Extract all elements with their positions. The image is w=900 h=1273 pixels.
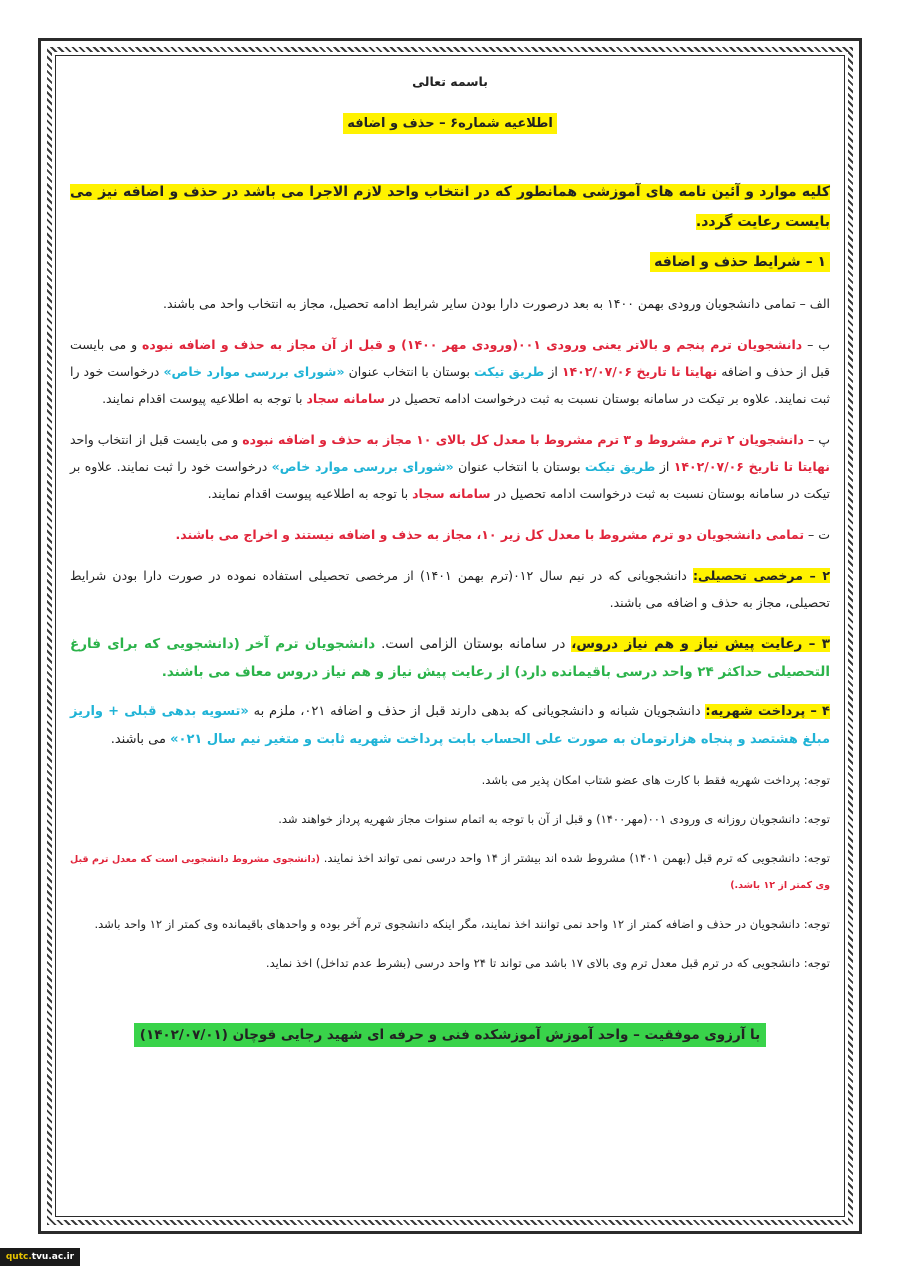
section3-title: ۳ – رعایت پیش نیاز و هم نیاز دروس، [571, 636, 830, 652]
note-1: توجه: پرداخت شهریه فقط با کارت های عضو شتاب امکان پذیر می باشد. [481, 773, 830, 787]
note-3 [70, 846, 830, 898]
be-text-1: و می بایست قبل از حذف و اضافه [70, 337, 831, 379]
section1-alef: الف – تمامی دانشجویان ورودی بهمن ۱۴۰۰ به بعد درصورت دارا بودن سایر شرایط ادامه تحصیل، مجاز به انتخاب واحد می باشند. [162, 296, 830, 311]
section2-body: دانشجویانی که در نیم سال ۰۱۲(ترم بهمن ۱۴۰۱) از مرخصی تحصیلی استفاده نموده در صورت دارا بودن شرایط تحصیلی، مجاز به حذف و اضافه می باشند. [70, 568, 830, 610]
section2 [70, 562, 830, 616]
site-watermark [0, 1248, 80, 1266]
note-3-text: توجه: دانشجویی که ترم قبل (بهمن ۱۴۰۱) مشروط شده اند بیشتر از ۱۴ واحد درسی نمی تواند اخذ نمایند. [323, 851, 830, 865]
section4-blue: «تسویه بدهی قبلی + واریز مبلغ هشتصد و پنجاه هزارتومان به صورت علی الحساب بابت پرداخت شهریه ثابت و متغیر نیم سال ۰۲۱» [70, 704, 830, 747]
note-2: توجه: دانشجویان روزانه ی ورودی ۰۰۱(مهر۱۴۰۰) و قبل از آن با توجه به اتمام سنوات مجاز شهریه پرداز خواهند شد. [278, 812, 830, 826]
pe-ticket: طریق تیکت [584, 459, 656, 474]
be-text-3: بوستان با انتخاب عنوان [348, 364, 470, 379]
pe-council: «شورای بررسی موارد خاص» [271, 459, 454, 474]
document-body [70, 60, 830, 1049]
section3-green: دانشجویان ترم آخر (دانشجویی که برای فارغ التحصیلی حداکثر ۲۴ واحد درسی باقیمانده دارد) از رعایت پیش نیاز و هم نیاز دروس معاف می باشند. [70, 636, 830, 680]
section1-title: ۱ – شرایط حذف و اضافه [650, 252, 830, 272]
note-3-red: (دانشجوی مشروط دانشجویی است که معدل ترم قبل وی کمتر از ۱۲ باشد.) [70, 854, 830, 891]
pe-deadline: نهایتا تا تاریخ ۱۴۰۲/۰۷/۰۶ [673, 459, 830, 474]
be-text-2: از [548, 364, 558, 379]
watermark-prefix: qutc. [5, 1252, 32, 1262]
be-red-text: دانشجویان ترم پنجم و بالاتر یعنی ورودی ۰۰۱(ورودی مهر ۱۴۰۰) و قبل از آن مجاز به حذف و اضافه نبوده [142, 337, 803, 352]
be-prefix: ب – [807, 337, 830, 352]
section4-body: دانشجویان شبانه و دانشجویانی که بدهی دارند قبل از حذف و اضافه ۰۲۱، ملزم به [253, 704, 701, 719]
section4-title: ۴ – پرداخت شهریه: [705, 704, 830, 719]
be-text-4: درخواست خود را ثبت نمایند. علاوه بر تیکت در سامانه بوستان نسبت به ثبت درخواست ادامه تحصیل در [70, 364, 830, 406]
te-prefix: ت – [808, 527, 830, 542]
section1-pe [70, 426, 830, 507]
section4 [70, 698, 830, 754]
be-deadline: نهایتا تا تاریخ ۱۴۰۲/۰۷/۰۶ [561, 364, 718, 379]
be-end: با توجه به اطلاعیه پیوست اقدام نمایند. [102, 391, 303, 406]
pe-red-text: دانشجویان ۲ ترم مشروط و ۳ ترم مشروط با معدل کل بالای ۱۰ مجاز به حذف و اضافه نبوده [242, 432, 804, 447]
section4-end: می باشند. [110, 732, 166, 747]
notice-title [70, 109, 830, 137]
section3 [70, 630, 830, 686]
pe-sajjad: سامانه سجاد [412, 486, 491, 501]
section1-te [70, 521, 830, 548]
section2-title: ۲ – مرخصی تحصیلی: [693, 568, 830, 583]
section1-heading [70, 249, 830, 276]
watermark-domain: tvu.ac.ir [31, 1252, 75, 1262]
pe-text-2: از [659, 459, 670, 474]
be-ticket: طریق تیکت [474, 364, 545, 379]
pe-text-4: درخواست خود را ثبت نمایند. علاوه بر تیکت در سامانه بوستان نسبت به ثبت درخواست ادامه تحصیل در [70, 459, 830, 501]
intro-text: کلیه موارد و آئین نامه های آموزشی همانطور که در انتخاب واحد لازم الاجرا می باشد در حذف و اضافه نیز می بایست رعایت گردد. [70, 184, 830, 230]
closing [70, 1022, 830, 1049]
pe-text-1: و می بایست قبل از انتخاب واحد [70, 432, 239, 447]
pe-text-3: بوستان با انتخاب عنوان [458, 459, 581, 474]
be-sajjad: سامانه سجاد [306, 391, 385, 406]
pe-end: با توجه به اطلاعیه پیوست اقدام نمایند. [207, 486, 409, 501]
pe-prefix: پ – [807, 432, 830, 447]
te-red-text: تمامی دانشجویان دو ترم مشروط با معدل کل زیر ۱۰، مجاز به حذف و اضافه نیستند و اخراج می باشند. [175, 527, 805, 542]
section3-body: در سامانه بوستان الزامی است. [381, 636, 566, 652]
be-council: «شورای بررسی موارد خاص» [163, 364, 345, 379]
note-4: توجه: دانشجویان در حذف و اضافه کمتر از ۱۲ واحد نمی توانند اخذ نمایند، مگر اینکه دانشجوی ترم آخر بوده و واحدهای باقیمانده وی کمتر از ۱۲ واحد باشد. [94, 917, 830, 931]
section1-be [70, 331, 830, 412]
note-5: توجه: دانشجویی که در ترم قبل معدل ترم وی بالای ۱۷ باشد می تواند تا ۲۴ واحد درسی (بشرط عدم تداخل) اخذ نماید. [265, 956, 830, 970]
notice-title-text: اطلاعیه شماره۶ – حذف و اضافه [343, 113, 557, 134]
intro-paragraph [70, 177, 830, 237]
closing-text: با آرزوی موفقیت – واحد آموزش آموزشکده فنی و حرفه ای شهید رجایی قوچان (۱۴۰۲/۰۷/۰۱) [134, 1023, 766, 1047]
bismillah: باسمه تعالی [412, 74, 488, 89]
